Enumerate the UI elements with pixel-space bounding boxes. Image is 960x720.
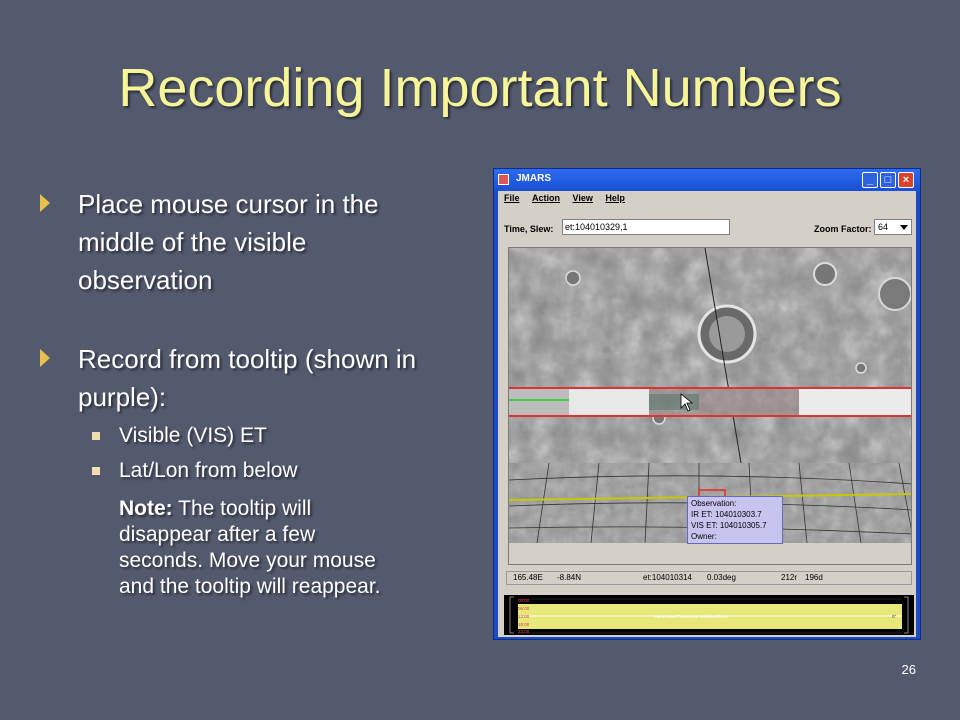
zoom-factor-select[interactable]: [874, 219, 912, 235]
sub-bullet-text: Visible (VIS) ET: [119, 424, 267, 447]
tooltip-line: VIS ET: 104010305.7: [691, 521, 767, 530]
tooltip-line: Observation:: [691, 499, 737, 508]
chevron-down-icon: [900, 225, 908, 230]
observation-tooltip: [687, 496, 783, 544]
map-view[interactable]: [508, 247, 912, 565]
status-latitude: -8.84N: [557, 573, 582, 582]
bullet-arrow-icon: [40, 349, 50, 367]
square-bullet-icon: [92, 467, 100, 475]
window-titlebar[interactable]: [494, 169, 920, 191]
tooltip-line: IR ET: 104010303.7: [691, 510, 762, 519]
window-client: [498, 191, 916, 637]
time-slew-input[interactable]: et:104010329,1: [562, 219, 730, 235]
status-r: 212r: [781, 573, 798, 582]
status-d: 196d: [805, 573, 823, 582]
time-slew-label: Time, Slew:: [504, 224, 554, 234]
maximize-button[interactable]: □: [880, 172, 896, 188]
note-text: The tooltip will disappear after a few seconds. Move your mouse and the tooltip will reappear.: [119, 497, 381, 598]
timeline-tick-label: 18:00: [518, 622, 530, 627]
slide-title: Recording Important Numbers: [118, 58, 842, 118]
menu-bar: [498, 193, 629, 209]
bullet-arrow-icon: [40, 194, 50, 212]
status-degrees: 0.03deg: [707, 573, 736, 582]
menu-action[interactable]: Action: [532, 193, 561, 203]
zoom-factor-label: Zoom Factor:: [814, 224, 872, 234]
timeline-tick-label: 12:00: [518, 614, 530, 619]
timeline-plot: [504, 595, 914, 635]
menu-file[interactable]: File: [504, 193, 520, 203]
note-paragraph: [119, 496, 389, 600]
bullet-text: Record from tooltip (shown in purple):: [78, 344, 417, 412]
sub-bullet-vis-et: [92, 423, 267, 449]
bullet-record-tooltip: [40, 340, 440, 416]
bullet-text: Place mouse cursor in the middle of the visible observation: [78, 189, 379, 295]
tooltip-line: Owner:: [691, 532, 717, 541]
timeline-caption: Mars Local Time/Solar Incident Ratio: [654, 614, 728, 619]
minimize-button[interactable]: _: [862, 172, 878, 188]
close-button[interactable]: ×: [898, 172, 914, 188]
timeline-tick-label: 24:00: [518, 629, 530, 634]
status-et: et:104010314: [643, 573, 692, 582]
jmars-window: [493, 168, 921, 640]
sub-bullet-text: Lat/Lon from below: [119, 459, 298, 482]
status-longitude: 165.48E: [513, 573, 543, 582]
square-bullet-icon: [92, 432, 100, 440]
menu-help[interactable]: Help: [605, 193, 625, 203]
status-bar: [506, 571, 912, 585]
observation-strip: [509, 388, 912, 416]
menu-view[interactable]: View: [572, 193, 593, 203]
timeline-tick-label: 00:00: [518, 598, 530, 603]
page-number: 26: [901, 662, 916, 677]
window-title: JMARS: [516, 173, 552, 184]
app-icon: [498, 174, 509, 185]
timeline-tick-label: 06:00: [518, 606, 530, 611]
zoom-factor-value: 64: [878, 222, 889, 232]
timeline-panel[interactable]: [504, 595, 914, 635]
note-label: Note:: [119, 497, 173, 520]
bullet-place-cursor: [40, 185, 440, 299]
sub-bullet-latlon: [92, 458, 298, 484]
timeline-right-label: 0°: [892, 614, 897, 619]
